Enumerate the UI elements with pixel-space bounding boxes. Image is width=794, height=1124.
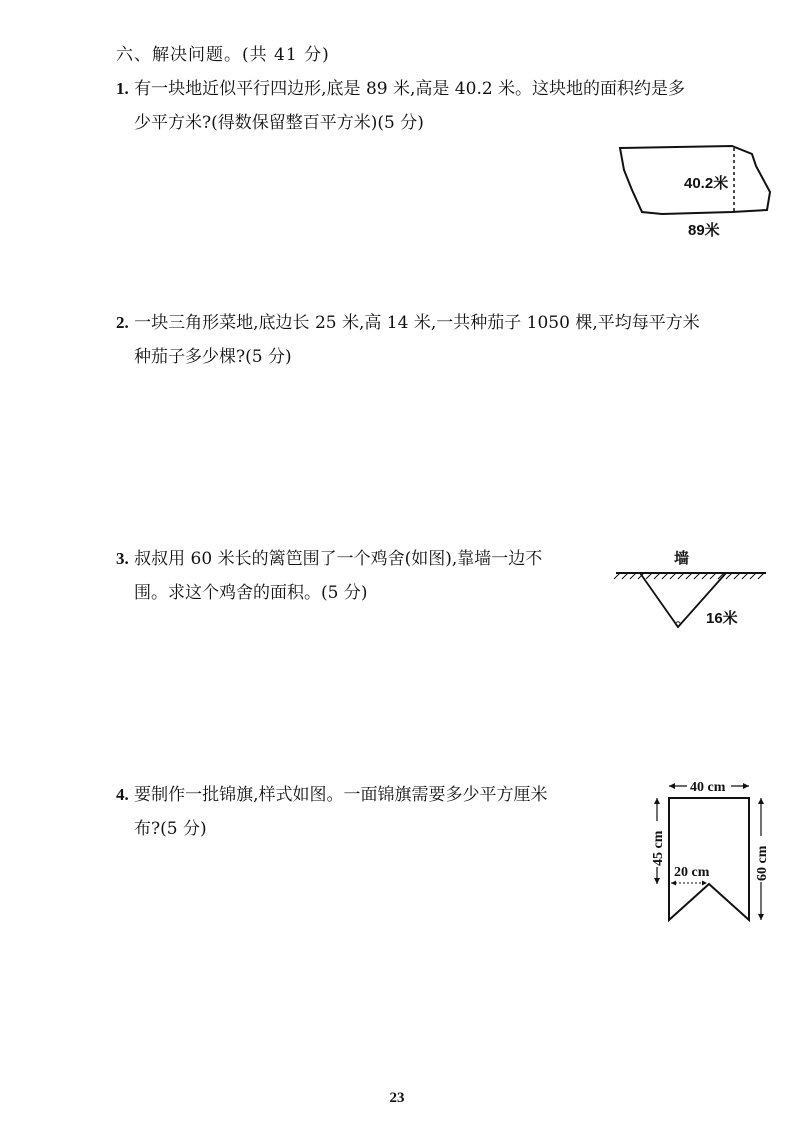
notch-width-label: 20 cm [674, 865, 710, 880]
wall-label: 墙 [674, 550, 690, 567]
pennant-figure [644, 780, 774, 930]
height-label: 40.2米 [684, 175, 729, 192]
question-number: 3. [116, 549, 129, 568]
page-number: 23 [389, 1090, 405, 1106]
question-text-line2: 布?(5 分) [134, 819, 207, 839]
question-text-line2: 围。求这个鸡舍的面积。(5 分) [134, 583, 368, 603]
question-4 [116, 778, 548, 846]
question-2 [116, 306, 700, 374]
chicken-coop-figure [612, 545, 772, 635]
question-text-line1: 要制作一批锦旗,样式如图。一面锦旗需要多少平方厘米 [134, 785, 548, 805]
side-length-label: 16米 [706, 610, 738, 627]
question-text-line1: 一块三角形菜地,底边长 25 米,高 14 米,一共种茄子 1050 棵,平均每平方米 [134, 313, 700, 333]
question-number: 4. [116, 785, 129, 804]
question-number: 1. [116, 79, 129, 98]
question-1 [116, 72, 685, 140]
section-title: 六、解决问题。(共 41 分) [116, 45, 330, 65]
question-3 [116, 542, 542, 610]
left-height-label: 45 cm [651, 830, 666, 866]
question-text-line1: 叔叔用 60 米长的篱笆围了一个鸡舍(如图),靠墙一边不 [134, 549, 543, 569]
question-text-line1: 有一块地近似平行四边形,底是 89 米,高是 40.2 米。这块地的面积约是多 [134, 79, 686, 99]
question-text-line2: 种茄子多少棵?(5 分) [134, 347, 292, 367]
pennant-outline [669, 798, 749, 920]
right-height-label: 60 cm [755, 845, 770, 881]
top-width-label: 40 cm [690, 780, 726, 795]
base-label: 89米 [688, 222, 720, 239]
question-number: 2. [116, 313, 129, 332]
parallelogram-land-figure [612, 140, 772, 240]
question-text-line2: 少平方米?(得数保留整百平方米)(5 分) [134, 113, 424, 133]
